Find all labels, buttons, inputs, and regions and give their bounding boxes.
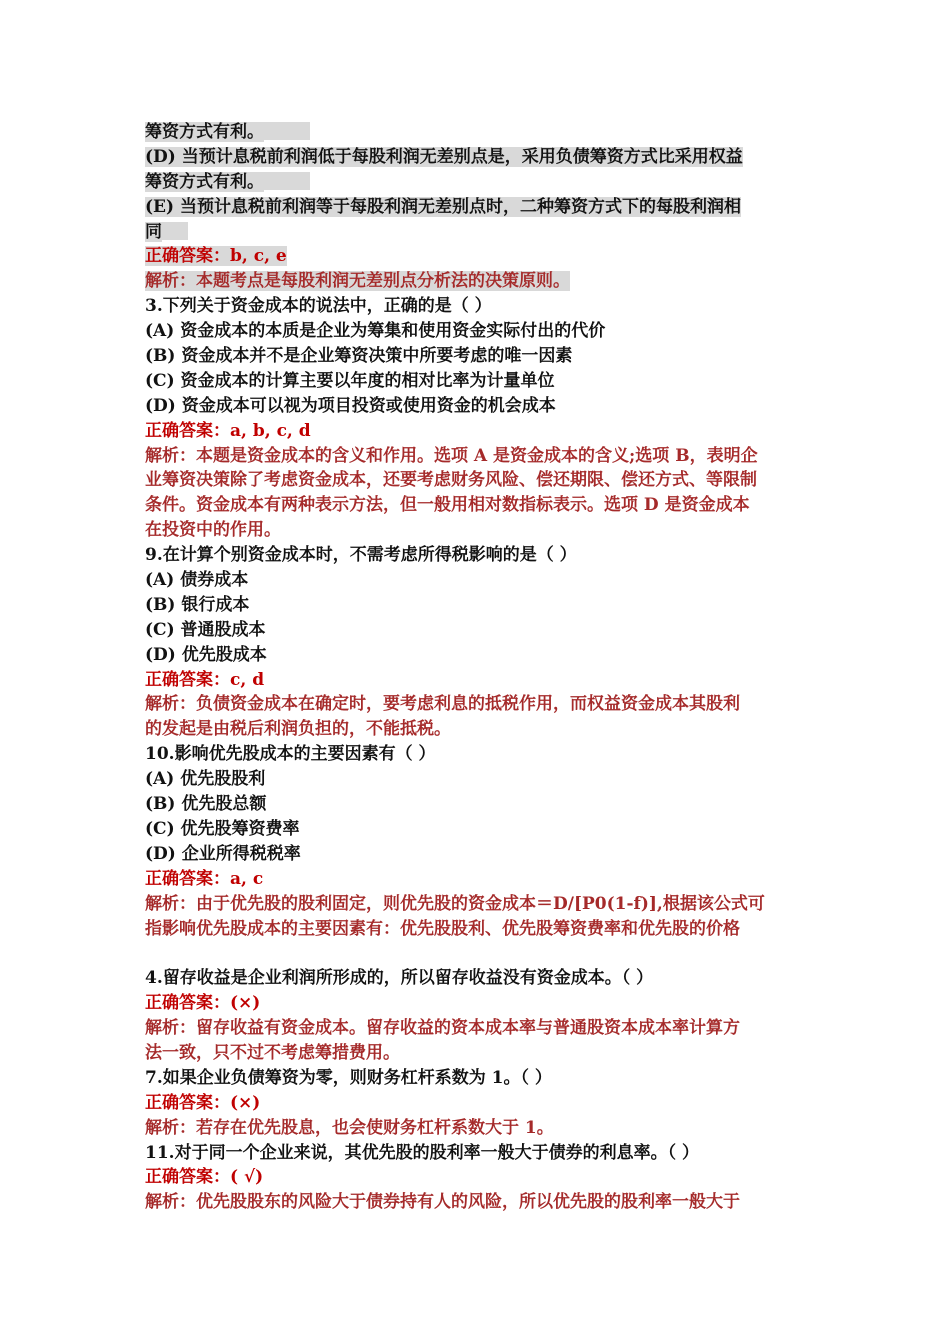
explanation-prev-text: 解析：本题考点是每股利润无差别点分析法的决策原则。	[145, 271, 570, 292]
option-c-tail	[145, 120, 810, 145]
q11-answer: 正确答案：( √)	[145, 1167, 264, 1188]
q9-explanation-line-1: 解析：负债资金成本在确定时，要考虑利息的抵税作用，而权益资金成本其股利	[145, 694, 740, 715]
highlight-filler	[162, 222, 188, 240]
blank-line	[145, 941, 810, 966]
q7-explanation: 解析：若存在优先股息，也会使财务杠杆系数大于 1。	[145, 1117, 554, 1138]
option-e-tail	[145, 220, 810, 245]
question-10: 10.影响优先股成本的主要因素有（ ）	[145, 744, 436, 765]
q9-explanation-line-2: 的发起是由税后利润负担的，不能抵税。	[145, 719, 451, 740]
document-page	[145, 120, 810, 1215]
option-d-tail-text: 筹资方式有利。	[145, 171, 264, 192]
option-e-tail-text: 同	[145, 221, 162, 242]
q10-explanation-line-2: 指影响优先股成本的主要因素有：优先股股利、优先股筹资费率和优先股的价格	[145, 918, 740, 939]
highlight-filler	[264, 172, 310, 190]
question-9: 9.在计算个别资金成本时，不需考虑所得税影响的是（ ）	[145, 545, 577, 566]
q9-option-b: (B) 银行成本	[145, 594, 250, 615]
answer-prev	[145, 244, 810, 269]
q3-answer: 正确答案：a, b, c, d	[145, 420, 311, 441]
q9-answer: 正确答案：c, d	[145, 669, 265, 690]
highlight-filler	[264, 122, 310, 140]
q3-option-b: (B) 资金成本并不是企业筹资决策中所要考虑的唯一因素	[145, 346, 573, 367]
q3-explanation-line-2: 业筹资决策除了考虑资金成本，还要考虑财务风险、偿还期限、偿还方式、等限制	[145, 470, 757, 491]
q3-explanation-line-4: 在投资中的作用。	[145, 520, 281, 541]
answer-prev-text: 正确答案：b, c, e	[145, 246, 287, 267]
option-e	[145, 195, 810, 220]
q10-option-d: (D) 企业所得税税率	[145, 843, 301, 864]
q9-option-d: (D) 优先股成本	[145, 644, 267, 665]
q10-answer: 正确答案：a, c	[145, 868, 264, 889]
q10-option-b: (B) 优先股总额	[145, 794, 267, 815]
option-d-text: (D) 当预计息税前利润低于每股利润无差别点是，采用负债筹资方式比采用权益	[145, 146, 743, 167]
q3-explanation-line-1: 解析：本题是资金成本的含义和作用。选项 A 是资金成本的含义;选项 B，表明企	[145, 445, 758, 466]
q4-answer: 正确答案：(×)	[145, 993, 261, 1014]
option-e-text: (E) 当预计息税前利润等于每股利润无差别点时，二种筹资方式下的每股利润相	[145, 196, 741, 217]
q10-option-c: (C) 优先股筹资费率	[145, 818, 300, 839]
question-3: 3.下列关于资金成本的说法中，正确的是（ ）	[145, 296, 492, 317]
option-d	[145, 145, 810, 170]
q10-option-a: (A) 优先股股利	[145, 769, 266, 790]
q3-explanation-line-3: 条件。资金成本有两种表示方法，但一般用相对数指标表示。选项 D 是资金成本	[145, 495, 750, 516]
option-c-tail-text: 筹资方式有利。	[145, 122, 264, 142]
q3-option-a: (A) 资金成本的本质是企业为筹集和使用资金实际付出的代价	[145, 321, 606, 342]
q9-option-c: (C) 普通股成本	[145, 619, 266, 640]
q9-option-a: (A) 债券成本	[145, 570, 249, 591]
question-7: 7.如果企业负债筹资为零，则财务杠杆系数为 1。（ ）	[145, 1067, 552, 1088]
q4-explanation-line-2: 法一致，只不过不考虑筹措费用。	[145, 1042, 400, 1063]
q4-explanation-line-1: 解析：留存收益有资金成本。留存收益的资本成本率与普通股资本成本率计算方	[145, 1018, 740, 1039]
option-d-tail	[145, 170, 810, 195]
explanation-prev	[145, 269, 810, 294]
question-4: 4.留存收益是企业利润所形成的，所以留存收益没有资金成本。（ ）	[145, 968, 654, 989]
q10-explanation-line-1: 解析：由于优先股的股利固定，则优先股的资金成本＝D/[P0(1-f)],根据该公式可	[145, 893, 765, 914]
q7-answer: 正确答案：(×)	[145, 1092, 261, 1113]
q11-explanation: 解析：优先股股东的风险大于债券持有人的风险，所以优先股的股利率一般大于	[145, 1192, 740, 1213]
question-11: 11.对于同一个企业来说，其优先股的股利率一般大于债券的利息率。（ ）	[145, 1142, 699, 1163]
q3-option-c: (C) 资金成本的计算主要以年度的相对比率为计量单位	[145, 370, 555, 391]
q3-option-d: (D) 资金成本可以视为项目投资或使用资金的机会成本	[145, 395, 556, 416]
